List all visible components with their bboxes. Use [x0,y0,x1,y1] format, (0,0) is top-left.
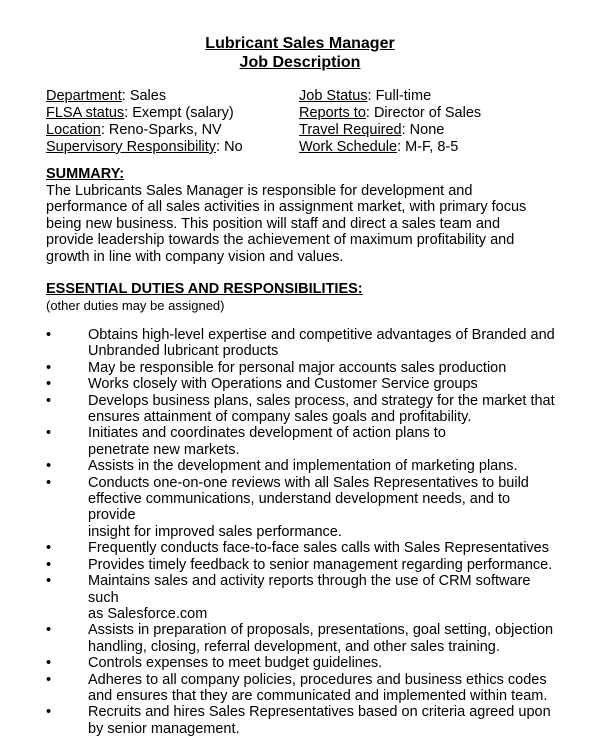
list-item-text: Maintains sales and activity reports through the use of CRM software such [88,573,531,606]
list-item-text: Obtains high-level expertise and competitive advantages of Branded and [88,327,555,343]
list-item-text: and ensures that they are communicated and implemented within team. [88,687,548,704]
bullet-icon: • [46,359,52,376]
info-value: : Director of Sales [365,105,482,121]
bullet-icon: • [46,327,52,343]
info-label: Reports to [299,105,366,121]
list-item [0,360,558,376]
list-item-text: Works closely with Operations and Customer Service groups [88,376,478,393]
page-subtitle: Job Description [239,54,361,71]
info-row-reports-to [299,105,481,122]
info-value: : Sales [121,88,167,104]
list-item-text: May be responsible for personal major accounts sales production [88,359,507,376]
bullet-icon: • [46,704,52,721]
info-row-schedule [299,139,481,156]
list-item-text: Provides timely feedback to senior management regarding performance. [88,556,553,573]
list-item-text: handling, closing, referral development, and other sales training. [88,638,500,655]
list-item-text: Adheres to all company policies, procedures and business ethics codes [88,671,547,688]
list-item-text: Frequently conducts face-to-face sales calls with Sales Representatives [88,540,549,557]
duties-list [0,327,600,737]
list-item-text: Initiates and coordinates development of action plans to [88,425,446,442]
info-row-travel [299,122,481,139]
list-item [0,557,558,573]
info-label: Location [46,122,101,138]
bullet-icon: • [46,556,52,573]
list-item [0,622,558,655]
info-label: FLSA status [46,105,125,121]
info-value: : Exempt (salary) [124,105,234,121]
list-item [0,573,558,622]
list-item [0,376,558,392]
list-item [0,393,558,426]
list-item [0,327,558,360]
bullet-icon: • [46,671,52,688]
list-item-text: by senior management. [88,720,240,737]
summary-heading: SUMMARY: [46,166,125,182]
list-item [0,458,558,474]
list-item [0,475,558,541]
bullet-icon: • [46,573,52,590]
list-item-text: Assists in preparation of proposals, presentations, goal setting, objection [88,622,554,639]
list-item-text: Recruits and hires Sales Representatives based on criteria agreed upon [88,704,551,721]
duties-note: (other duties may be assigned) [46,298,225,313]
list-item [0,540,558,556]
summary-text: The Lubricants Sales Manager is responsible for development and performance of all sales activities in assignment market, with primary focus being new business. This position will staff and direct a sales team and provide leadership towards the achievement of maximum profitability and growth in line with company vision and values. [46,183,527,265]
list-item-text: as Salesforce.com [88,605,208,622]
list-item [0,425,558,458]
list-item-text: insight for improved sales performance. [88,523,342,540]
info-value: : M-F, 8-5 [397,139,459,155]
info-label: Work Schedule [299,139,398,155]
list-item-text: penetrate new markets. [88,441,240,458]
info-label: Department [46,88,122,104]
list-item-text: Controls expenses to meet budget guidelines. [88,655,383,672]
info-row-supervisory [46,139,243,156]
bullet-icon: • [46,622,52,639]
list-item-text: ensures attainment of company sales goals and profitability. [88,409,472,426]
job-info-left [46,88,243,156]
list-item [0,672,558,705]
info-label: Supervisory Responsibility [46,139,217,155]
bullet-icon: • [46,540,52,557]
page-title: Lubricant Sales Manager [205,35,395,52]
list-item-text: Unbranded lubricant products [88,343,279,360]
info-value: : Reno-Sparks, NV [100,122,222,138]
info-label: Job Status [299,88,368,104]
info-value: : Full-time [367,88,432,104]
bullet-icon: • [46,392,52,409]
list-item-text: effective communications, understand development needs, and to provide [88,491,511,524]
bullet-icon: • [46,458,52,475]
list-item-text: Assists in the development and implementation of marketing plans. [88,458,518,475]
list-item-text: Conducts one-on-one reviews with all Sales Representatives to build [88,474,529,491]
job-info-right [299,88,481,156]
bullet-icon: • [46,376,52,393]
bullet-icon: • [46,655,52,672]
bullet-icon: • [46,474,52,491]
duties-heading: ESSENTIAL DUTIES AND RESPONSIBILITIES: [46,281,363,297]
info-row-flsa-status [46,105,243,122]
bullet-icon: • [46,425,52,442]
info-value: : No [216,139,243,155]
list-item [0,655,558,671]
info-row-job-status [299,88,481,105]
info-value: : None [401,122,445,138]
info-row-department [46,88,243,105]
list-item [0,704,558,737]
list-item-text: Develops business plans, sales process, and strategy for the market that [88,392,555,409]
info-row-location [46,122,243,139]
info-label: Travel Required [299,122,402,138]
